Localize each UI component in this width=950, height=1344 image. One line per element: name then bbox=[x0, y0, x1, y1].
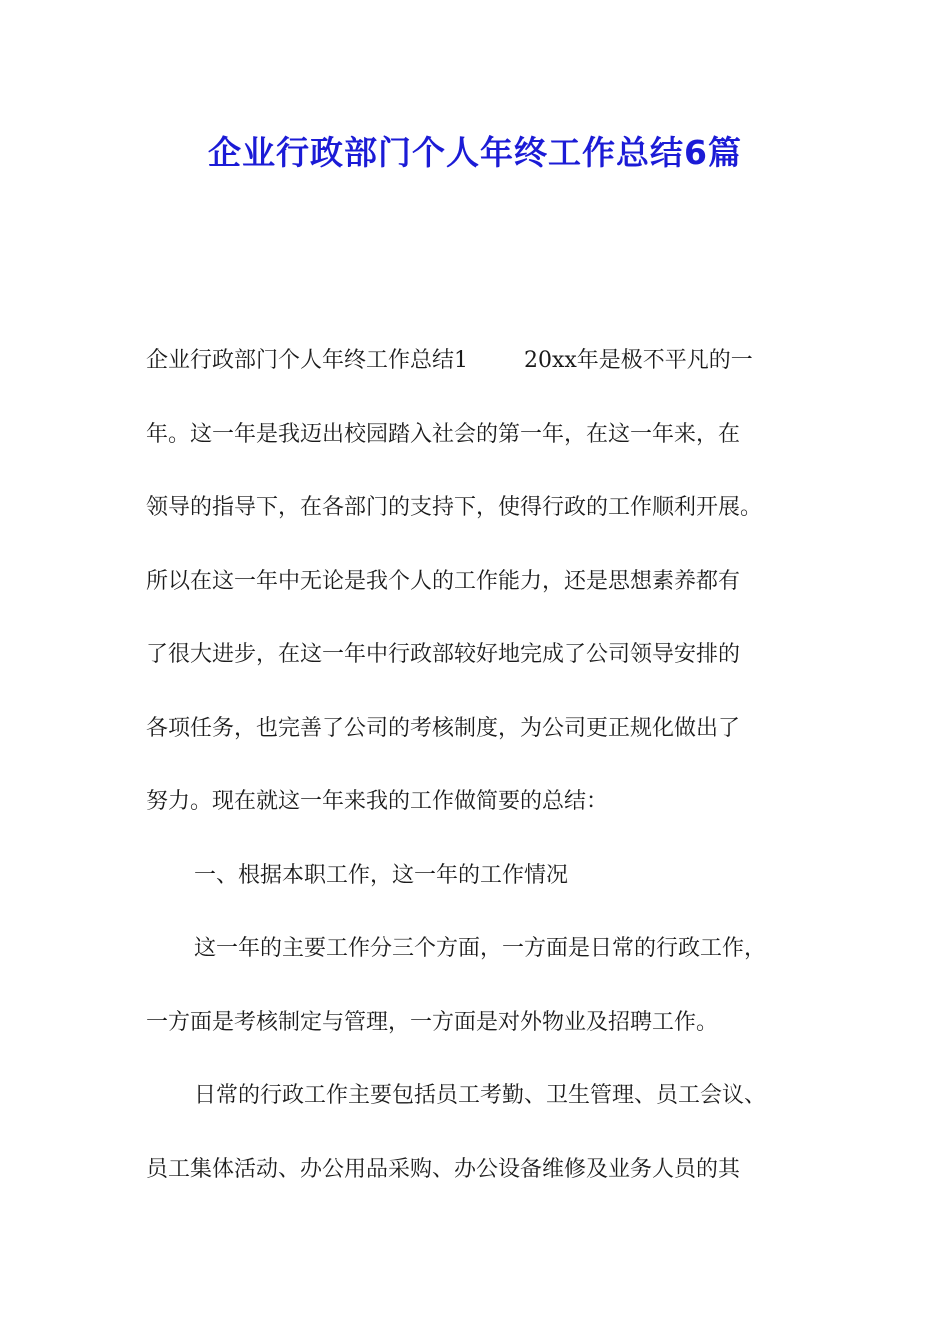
document-body bbox=[146, 336, 826, 1218]
paragraph-line: 了很大进步，在这一年中行政部较好地完成了公司领导安排的 bbox=[146, 642, 741, 667]
paragraph-line: 年。这一年是我迈出校园踏入社会的第一年，在这一年来，在 bbox=[146, 421, 741, 447]
paragraph-line: 各项任务，也完善了公司的考核制度，为公司更正规化做出了 bbox=[146, 715, 741, 741]
paragraph-text: 20xx年是极不平凡的一 bbox=[524, 348, 753, 373]
paragraph-line: 所以在这一年中无论是我个人的工作能力，还是思想素养都有 bbox=[146, 568, 741, 594]
paragraph-line: 领导的指导下，在各部门的支持下，使得行政的工作顺利开展。 bbox=[146, 495, 763, 520]
paragraph-line: 员工集体活动、办公用品采购、办公设备维修及业务人员的其 bbox=[146, 1156, 741, 1182]
paragraph-line: 这一年的主要工作分三个方面，一方面是日常的行政工作， bbox=[194, 936, 767, 961]
paragraph-line bbox=[146, 336, 826, 410]
paragraph-line: 努力。现在就这一年来我的工作做简要的总结： bbox=[146, 789, 609, 814]
paragraph-line: 一方面是考核制定与管理，一方面是对外物业及招聘工作。 bbox=[146, 1009, 719, 1035]
subheading-line: 一、根据本职工作，这一年的工作情况 bbox=[194, 862, 569, 888]
paragraph-line: 日常的行政工作主要包括员工考勤、卫生管理、员工会议、 bbox=[194, 1083, 767, 1108]
document-title: 企业行政部门个人年终工作总结6篇 bbox=[208, 133, 742, 172]
section-heading-1: 企业行政部门个人年终工作总结1 bbox=[146, 348, 468, 373]
